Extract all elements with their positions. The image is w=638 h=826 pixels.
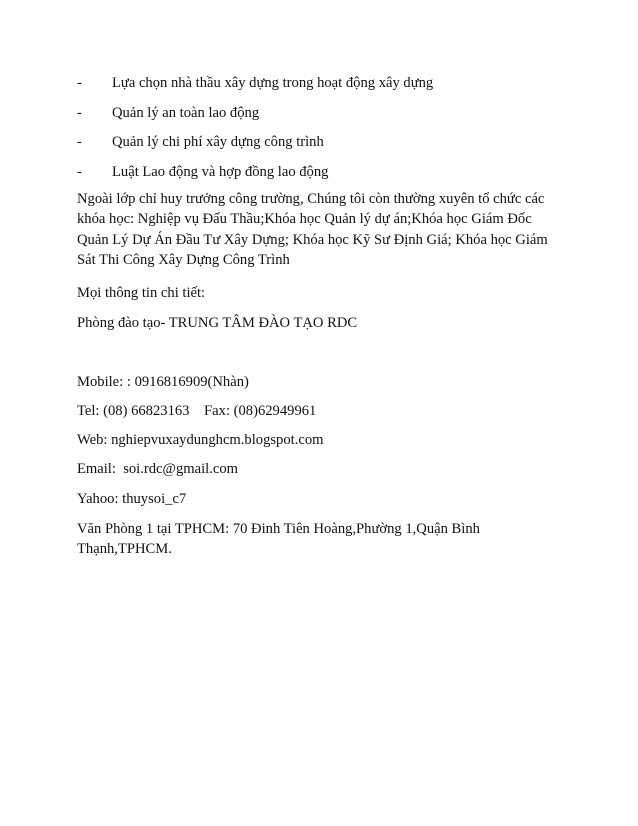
bullet-text: Lựa chọn nhà thầu xây dựng trong hoạt động xây dựng bbox=[112, 75, 434, 91]
mobile-line: Mobile: : 0916816909(Nhàn) bbox=[77, 374, 249, 390]
bullet-text: Quản lý chi phí xây dựng công trình bbox=[112, 134, 324, 150]
department-line: Phòng đào tạo- TRUNG TÂM ĐÀO TẠO RDC bbox=[77, 315, 358, 331]
bullet-dash: - bbox=[77, 104, 82, 121]
office-line: Văn Phòng 1 tại TPHCM: 70 Đinh Tiên Hoàng,Phường 1,Quận Bình bbox=[77, 521, 480, 537]
intro-line: Ngoài lớp chỉ huy trưởng công trường, Chúng tôi còn thường xuyên tổ chức các bbox=[77, 191, 545, 207]
list-item bbox=[77, 133, 577, 151]
bullet-text: Quản lý an toàn lao động bbox=[112, 104, 260, 121]
email-line: Email: soi.rdc@gmail.com bbox=[77, 461, 238, 477]
intro-line: khóa học: Nghiệp vụ Đấu Thầu;Khóa học Quản lý dự án;Khóa học Giám Đốc bbox=[77, 211, 532, 228]
bullet-dash: - bbox=[77, 75, 82, 91]
bullet-dash: - bbox=[77, 163, 82, 180]
bullet-dash: - bbox=[77, 134, 82, 150]
intro-line: Quản Lý Dự Án Đầu Tư Xây Dựng; Khóa học Kỹ Sư Định Giá; Khóa học Giám bbox=[77, 231, 548, 248]
office-address bbox=[77, 519, 567, 560]
bullet-text: Luật Lao động và hợp đồng lao động bbox=[112, 163, 329, 180]
tel-fax-line: Tel: (08) 66823163 Fax: (08)62949961 bbox=[77, 403, 317, 419]
yahoo-line: Yahoo: thuysoi_c7 bbox=[77, 491, 187, 507]
web-line: Web: nghiepvuxaydunghcm.blogspot.com bbox=[77, 432, 324, 448]
list-item bbox=[77, 104, 577, 122]
list-item bbox=[77, 163, 577, 181]
intro-line: Sát Thi Công Xây Dựng Công Trình bbox=[77, 251, 290, 268]
office-line: Thạnh,TPHCM. bbox=[77, 541, 172, 558]
course-bullet-list bbox=[77, 74, 577, 192]
intro-paragraph bbox=[77, 189, 567, 270]
details-heading: Mọi thông tin chi tiết: bbox=[77, 285, 206, 301]
list-item bbox=[77, 74, 577, 92]
